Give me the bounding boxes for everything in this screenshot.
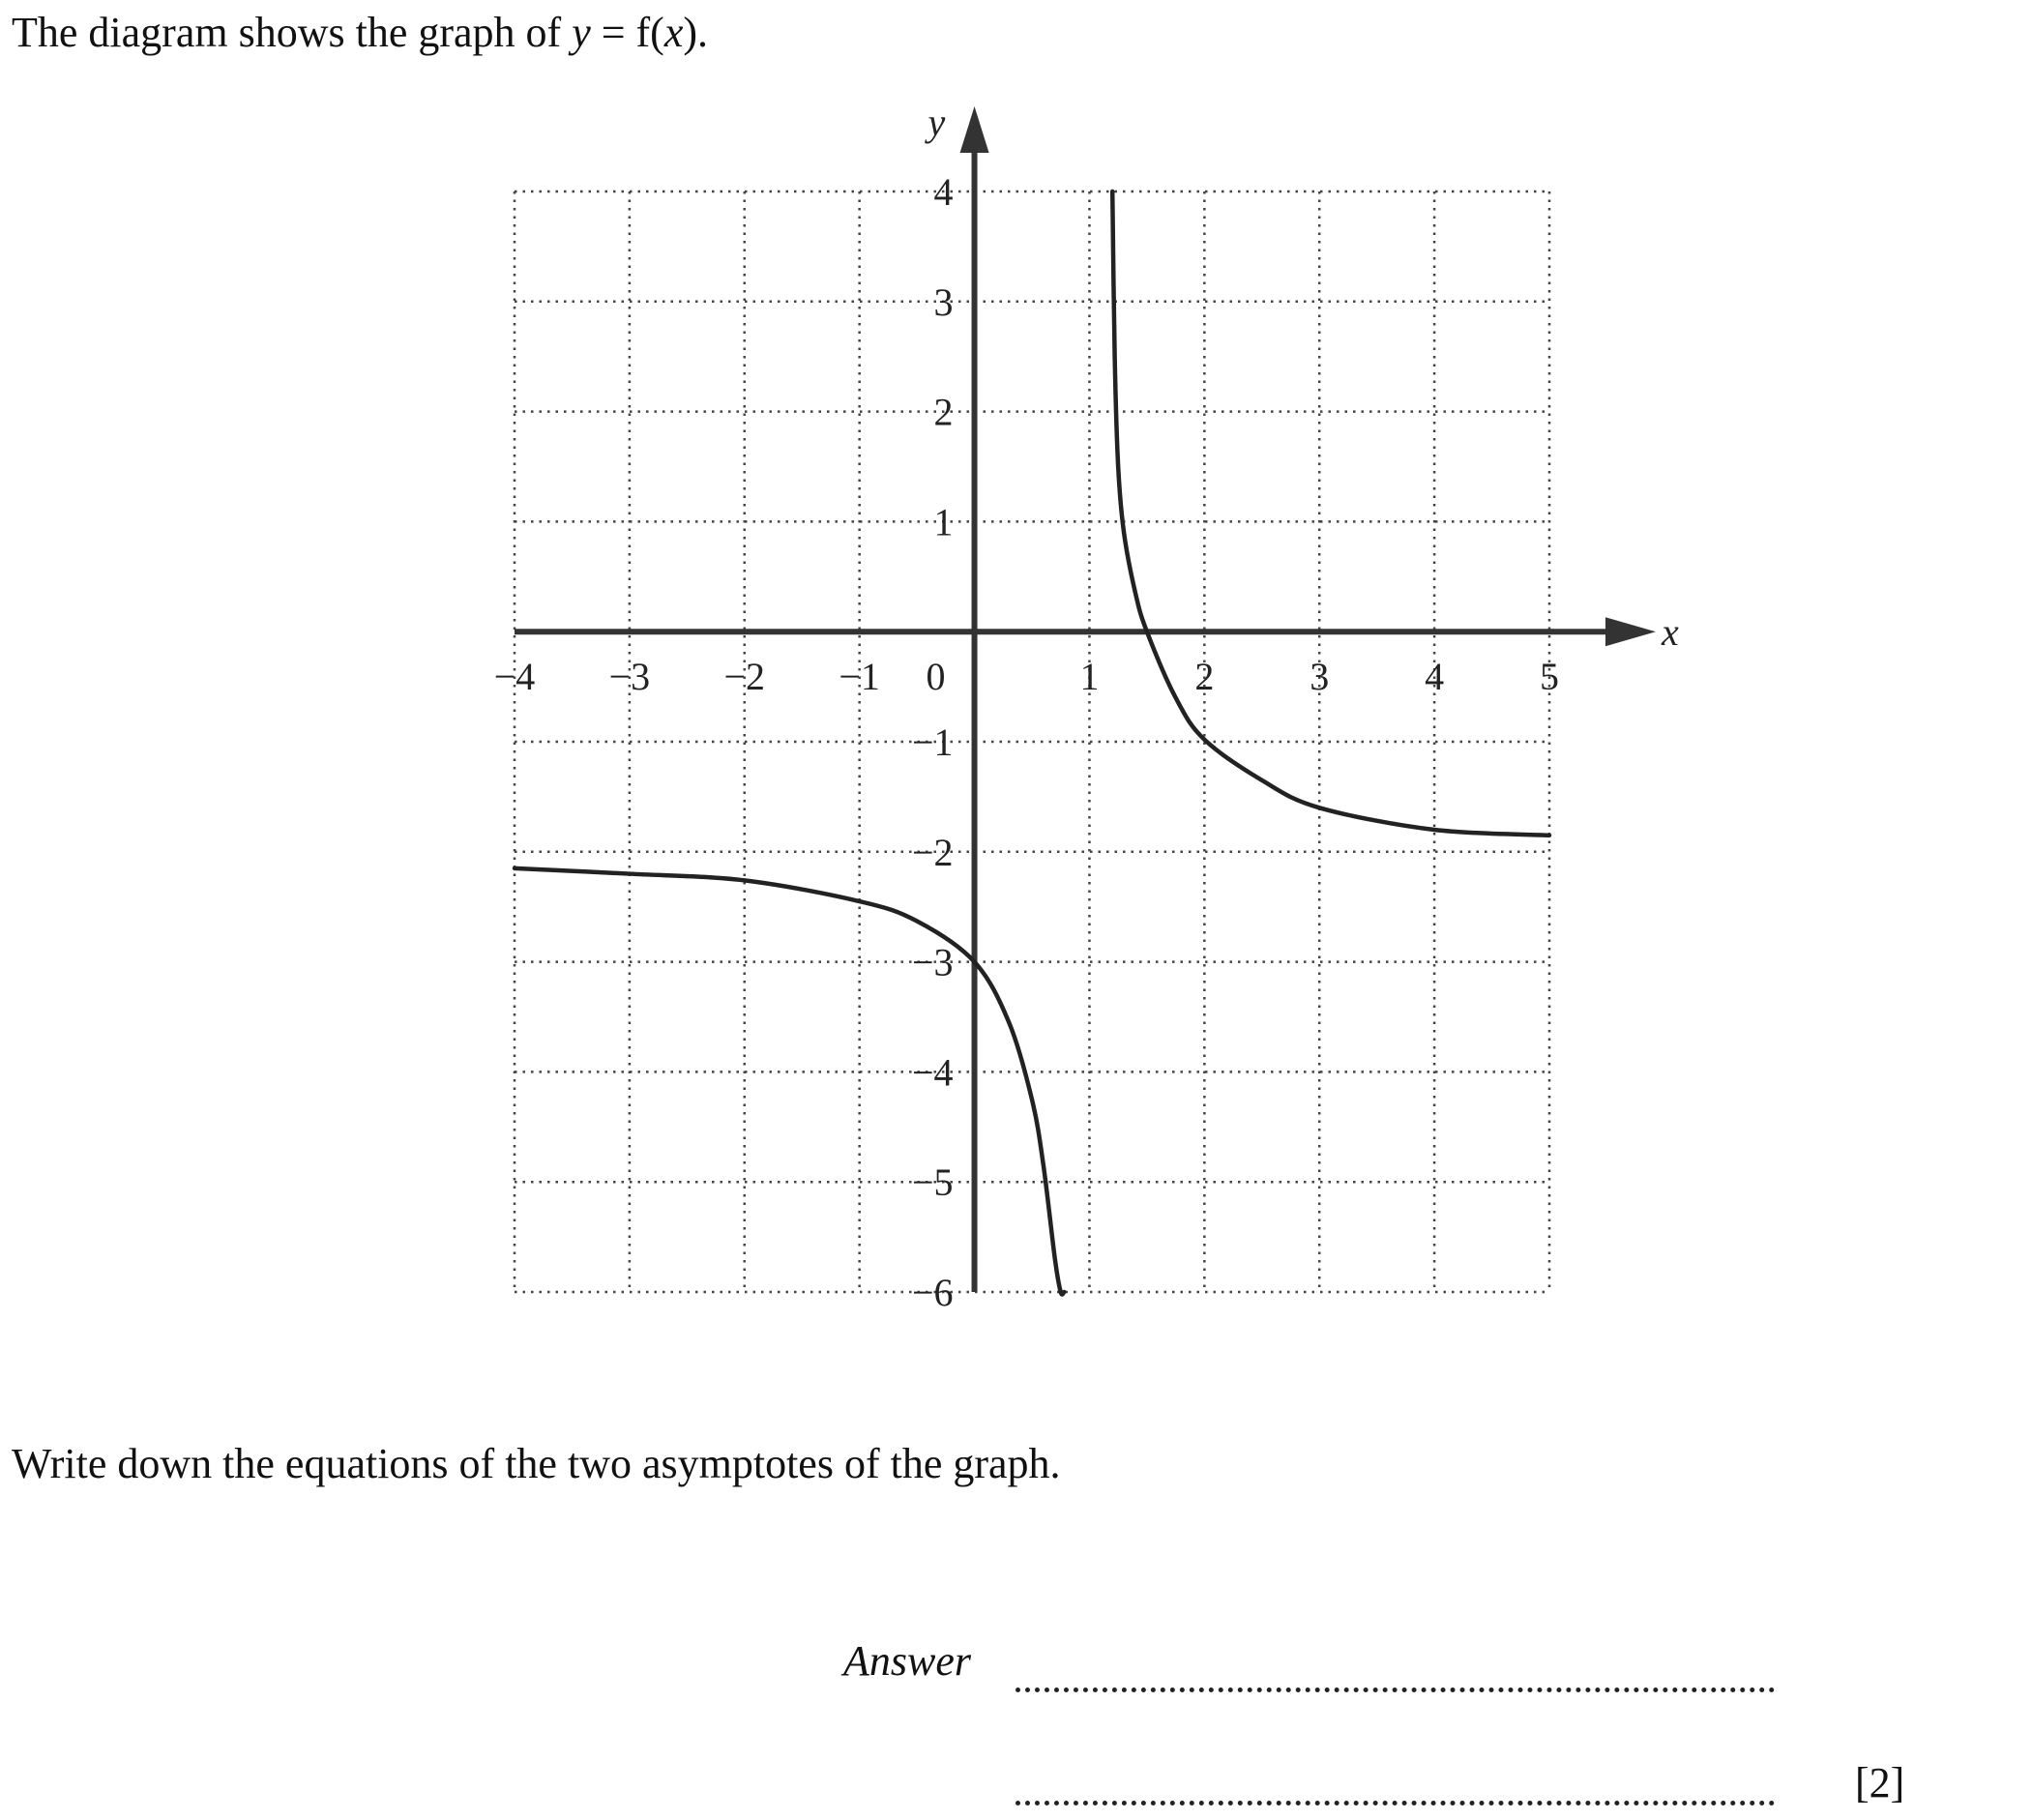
- y-tick-label: 4: [933, 170, 954, 214]
- curve-right: [1112, 191, 1549, 836]
- x-tick-label: −3: [608, 655, 651, 699]
- question-text: Write down the equations of the two asymptotes of the graph.: [12, 1440, 1061, 1487]
- y-tick-label: 1: [933, 500, 954, 544]
- x-axis-arrow: [1605, 617, 1656, 646]
- x-tick-label: 3: [1310, 655, 1330, 699]
- x-tick-label: 5: [1540, 655, 1559, 699]
- x-tick-label: 1: [1079, 655, 1100, 699]
- y-tick-label: −3: [911, 940, 954, 984]
- answer-label: Answer: [843, 1637, 971, 1685]
- y-tick-label: −1: [911, 720, 954, 764]
- x-tick-label: −4: [493, 655, 536, 699]
- y-tick-label: 2: [933, 390, 954, 434]
- intro-text: The diagram shows the graph of y = f(x).: [12, 9, 709, 56]
- x-axis-label: x: [1662, 610, 1679, 655]
- y-tick-label: −4: [911, 1050, 954, 1095]
- y-axis-arrow: [960, 106, 989, 153]
- y-axis-label: y: [927, 101, 946, 144]
- x-tick-label: 0: [926, 655, 946, 699]
- curves: [515, 191, 1549, 1295]
- y-tick-label: 3: [933, 279, 954, 324]
- y-tick-label: −6: [911, 1271, 954, 1314]
- curve-left: [515, 868, 1064, 1295]
- y-tick-label: −5: [911, 1160, 954, 1205]
- grid: [515, 191, 1549, 1292]
- x-tick-label: 4: [1425, 655, 1445, 699]
- marks-label: [2]: [1855, 1759, 1905, 1806]
- x-tick-label: −1: [839, 655, 880, 699]
- x-tick-label: 2: [1194, 655, 1215, 699]
- y-tick-label: −2: [911, 830, 954, 874]
- x-tick-label: −2: [723, 655, 766, 699]
- answer-line-2[interactable]: [1016, 1801, 1775, 1805]
- answer-line-1[interactable]: [1016, 1688, 1775, 1692]
